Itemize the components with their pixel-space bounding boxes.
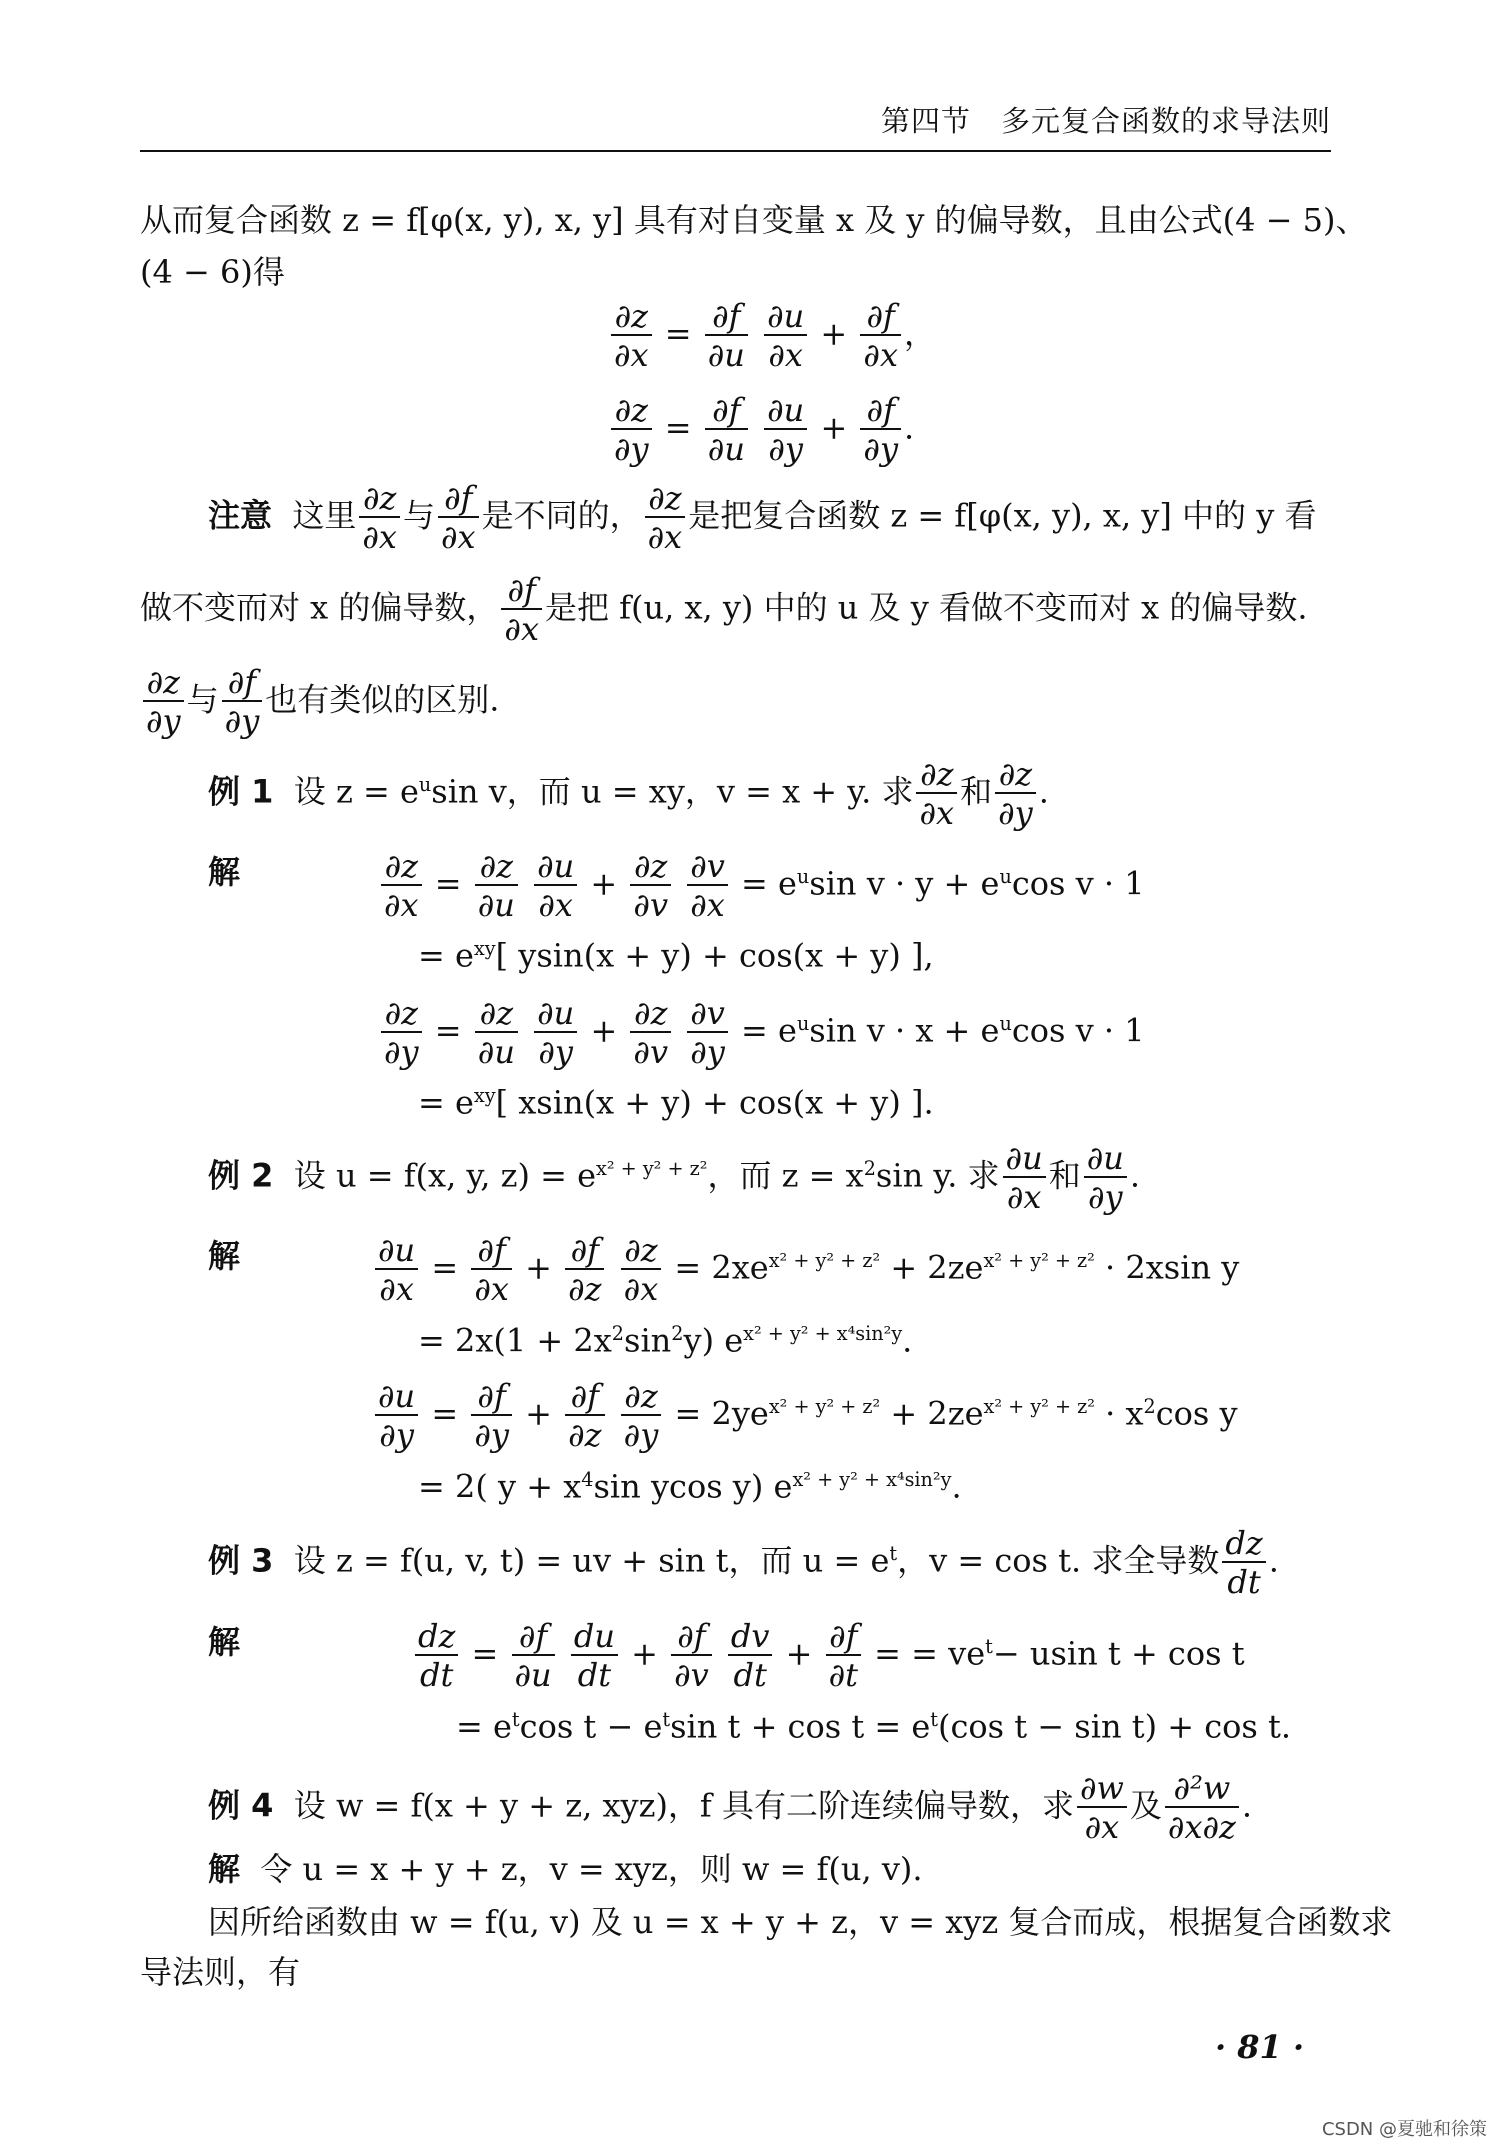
solution-3-label: 解 — [208, 1623, 241, 1661]
closing-line-2: 导法则，有 — [140, 1953, 301, 1991]
note-line-2: 做不变而对 x 的偏导数， $\frac{\partial f}{\partial x}$ 是把 f(u, x, y) 中的 u 及 y 看做不变而对 x 的偏导数. — [140, 571, 1308, 648]
ex3-step-2: = $e^t\cos$ $t - e^t\sin$ $t + \cos t = e^t(\cos$ t − sin t) + cos t. — [456, 1707, 1292, 1746]
page-header: 第四节 多元复合函数的求导法则 — [140, 100, 1331, 152]
solution-2-label: 解 — [208, 1237, 241, 1275]
example-2: 例 2 设 u = f(x, y, $z) = e^{x^2 + y^2 + z^2}$，而 $z = x^2\sin$ y. 求 $\frac{\partial u}{\partial x}$ 和 $\frac{\partial u}{\partial y}$ . — [208, 1139, 1141, 1216]
ex2-step-1: $\frac{\partial u}{\partial x}$ = $\frac{\partial f}{\partial x}$ + $\frac{\partial f}{\partial z}$ $\frac{\partial z}{\partial x}$ = $2xe^{x^2 + y^2 + z^2} + 2ze^{x^2 + y^2 + z^2} \cdot 2xsin$ y — [372, 1232, 1239, 1308]
note-line-3: $\frac{\partial z}{\partial y}$ 与 $\frac{\partial f}{\partial y}$ 也有类似的区别. — [140, 664, 499, 740]
example-4: 例 4 设 w = f(x + y + z, xyz)，f 具有二阶连续偏导数，求 $\frac{\partial w}{\partial x}$ 及 $\frac{\text{∂²w}}{\partial x\partial z}$ . — [208, 1769, 1253, 1846]
ex1-step-3: $\frac{\partial z}{\partial y}$ = $\frac{\partial z}{\partial u}$ $\frac{\partial u}{\partial y}$ + $\frac{\partial z}{\partial v}$ $\frac{\partial v}{\partial y}$ = $e^u\sin$ $v \cdot x + e^u\cos$ v · 1 — [378, 995, 1145, 1071]
ex1-step-1: $\frac{\partial z}{\partial x}$ = $\frac{\partial z}{\partial u}$ $\frac{\partial u}{\partial x}$ + $\frac{\partial z}{\partial v}$ $\frac{\partial v}{\partial x}$ = $e^u\sin$ $v \cdot y + e^u\cos$ v · 1 — [378, 848, 1145, 924]
intro-line-1: 从而复合函数 z = f[φ(x, y), x, y] 具有对自变量 x 及 y 的偏导数，且由公式(4 − 5)、 — [140, 201, 1368, 239]
ex1-step-4: = $e^{xy}$[ xsin(x + y) + cos(x + y) ]. — [418, 1083, 934, 1122]
note-line-1: 注意 这里 $\frac{\partial z}{\partial x}$ 与 $\frac{\partial f}{\partial x}$ 是不同的， $\frac{\partial z}{\partial x}$ 是把复合函数 z = f[φ(x, y), x, y] 中的 y 看 — [208, 479, 1317, 556]
ex1-step-2: = $e^{xy}$[ ysin(x + y) + cos(x + y) ], — [418, 936, 934, 975]
ex2-step-3: $\frac{\partial u}{\partial y}$ = $\frac{\partial f}{\partial y}$ + $\frac{\partial f}{\partial z}$ $\frac{\partial z}{\partial y}$ = $2ye^{x^2 + y^2 + z^2} + 2ze^{x^2 + y^2 + z^2} \cdot x^2\cos$ y — [372, 1378, 1238, 1454]
example-3: 例 3 设 z = f(u, v, t) = uv + sin t，而 $u = e^t$，v = cos t. 求全导数 $\frac{dz}{dt}$ . — [208, 1524, 1279, 1601]
closing-line-1: 因所给函数由 w = f(u, v) 及 u = x + y + z，v = xyz 复合而成，根据复合函数求 — [208, 1903, 1393, 1941]
page-number: · 81 · — [1215, 2028, 1305, 2066]
example-1: 例 1 设 $z = e^u\sin$ v，而 u = xy，v = x + y. 求 $\frac{\partial z}{\partial x}$ 和 $\frac{\partial z}{\partial y}$ . — [208, 755, 1049, 832]
watermark: CSDN @夏驰和徐策 — [1321, 2119, 1487, 2140]
ex3-step-1: $\frac{dz}{dt}$ = $\frac{\partial f}{\partial u}$ $\frac{du}{dt}$ + $\frac{\partial f}{\partial v}$ $\frac{dv}{dt}$ + $\frac{\partial f}{\partial t}$ = = $ve^t- usin$ t + cos t — [412, 1618, 1245, 1694]
solution-1-label: 解 — [208, 853, 241, 891]
equation-dz-dy: $\frac{\partial z}{\partial y}$ = $\frac{\partial f}{\partial u}$ $\frac{\partial u}{\partial y}$ + $\frac{\partial f}{\partial y}$ . — [608, 392, 914, 468]
ex2-step-4: = 2( $y + x^4\sin$ ycos y) $e^{x^2 + y^2 + x^4sin^2y}$. — [418, 1467, 962, 1506]
fraction: $\frac{\partial z}{\partial x}$ — [611, 298, 652, 374]
intro-line-2: (4 − 6)得 — [140, 253, 285, 291]
equation-dz-dx: $\frac{\partial z}{\partial x}$ = $\frac{\partial f}{\partial u}$ $\frac{\partial u}{\partial x}$ + $\frac{\partial f}{\partial x}$ ， — [608, 298, 936, 374]
solution-4: 解 令 u = x + y + z，v = xyz，则 w = f(u, v). — [208, 1850, 923, 1888]
ex2-step-2: = $2x(1 + 2x^2\sin^2y)$ $e^{x^2 + y^2 + x^4sin^2y}$. — [418, 1321, 913, 1360]
